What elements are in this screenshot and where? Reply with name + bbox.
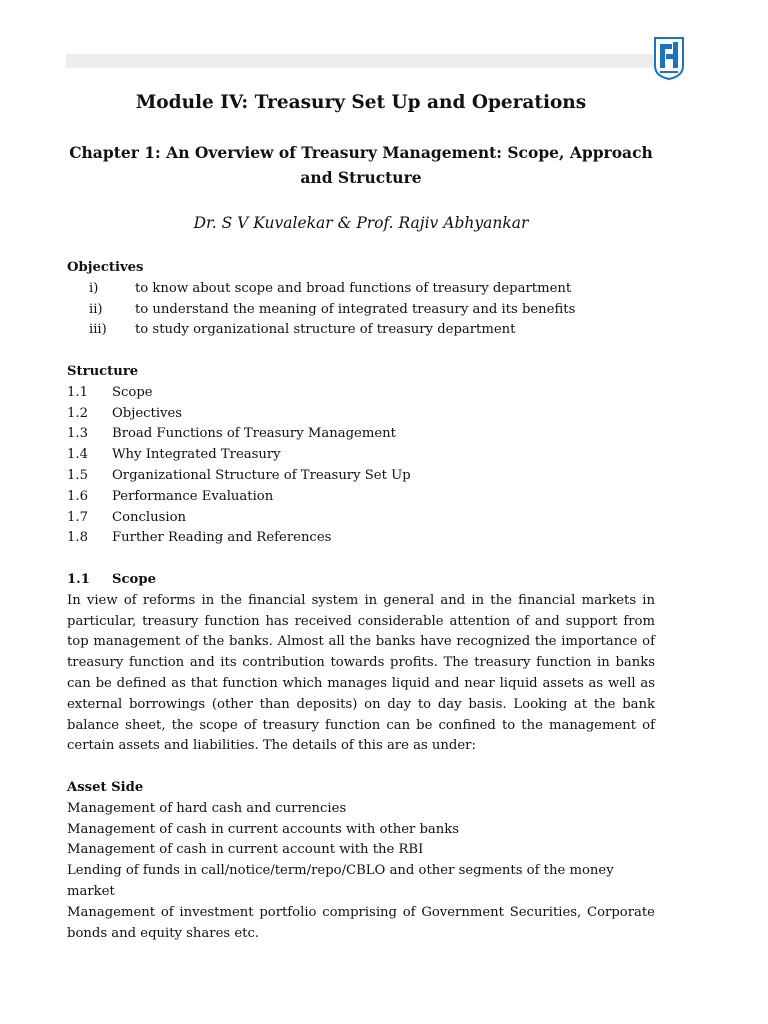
- structure-text: Broad Functions of Treasury Management: [112, 426, 396, 442]
- objective-text: to know about scope and broad functions of treasury department: [135, 280, 572, 296]
- structure-item: [67, 424, 655, 445]
- scope-num: 1.1: [67, 571, 90, 587]
- structure-heading: Structure: [67, 363, 139, 379]
- structure-item: [67, 383, 655, 404]
- structure-text: Organizational Structure of Treasury Set Up: [112, 467, 411, 483]
- asset-item: Management of cash in current account with the RBI: [67, 842, 424, 858]
- objectives-heading: Objectives: [67, 260, 144, 275]
- structure-num: 1.7: [67, 509, 88, 525]
- structure-num: 1.2: [67, 405, 88, 421]
- structure-text: Conclusion: [112, 509, 187, 525]
- structure-text: Scope: [112, 384, 153, 400]
- chapter-title: Chapter 1: An Overview of Treasury Management: Scope, Approach and Structure: [69, 143, 653, 187]
- structure-num: 1.6: [67, 488, 88, 504]
- authors: Dr. S V Kuvalekar & Prof. Rajiv Abhyankar: [193, 214, 529, 232]
- objective-item: [67, 279, 655, 300]
- structure-num: 1.8: [67, 530, 88, 546]
- asset-item: Management of investment portfolio comprising of Government Securities, Corporate bonds and equity shares etc.: [67, 904, 655, 941]
- objective-text: to understand the meaning of integrated treasury and its benefits: [135, 301, 576, 317]
- asset-item: Management of hard cash and currencies: [67, 800, 347, 816]
- objective-text: to study organizational structure of treasury department: [135, 322, 516, 338]
- objective-num: ii): [89, 301, 103, 317]
- asset-item: Lending of funds in call/notice/term/repo/CBLO and other segments of the money market: [67, 863, 614, 899]
- structure-item: [67, 487, 655, 508]
- asset-side-heading: Asset Side: [67, 779, 144, 795]
- structure-num: 1.4: [67, 447, 88, 463]
- asset-item: Management of cash in current accounts with other banks: [67, 821, 460, 837]
- objective-num: i): [89, 280, 99, 296]
- institute-logo-icon: [652, 36, 686, 80]
- structure-num: 1.1: [67, 384, 88, 400]
- objective-item: [67, 320, 655, 341]
- document-body: [67, 258, 655, 944]
- scope-title: Scope: [112, 571, 156, 587]
- structure-num: 1.3: [67, 426, 88, 442]
- objective-num: iii): [89, 322, 107, 338]
- structure-item: [67, 445, 655, 466]
- structure-text: Objectives: [112, 405, 183, 421]
- scope-heading: [67, 570, 655, 591]
- structure-item: [67, 466, 655, 487]
- structure-text: Further Reading and References: [112, 530, 332, 546]
- structure-text: Performance Evaluation: [112, 488, 274, 504]
- page-title: Module IV: Treasury Set Up and Operations: [135, 92, 587, 113]
- scope-paragraph: In view of reforms in the financial system in general and in the financial markets in particular, treasury function has received considerable attention of and support from top management of the banks. Almost all the banks have recognized the importance of treasury function and its contribution towards profits. The treasury function in banks can be defined as that function which manages liquid and near liquid assets as well as external borrowings (other than deposits) on day to day basis. Looking at the bank balance sheet, the scope of treasury function can be confined to the management of certain assets and liabilities. The details of this are as under:: [67, 592, 655, 754]
- structure-item: [67, 404, 655, 425]
- structure-item: [67, 528, 655, 549]
- header-band: [66, 54, 656, 68]
- structure-item: [67, 508, 655, 529]
- objective-item: [67, 300, 655, 321]
- structure-text: Why Integrated Treasury: [112, 447, 281, 463]
- structure-num: 1.5: [67, 467, 88, 483]
